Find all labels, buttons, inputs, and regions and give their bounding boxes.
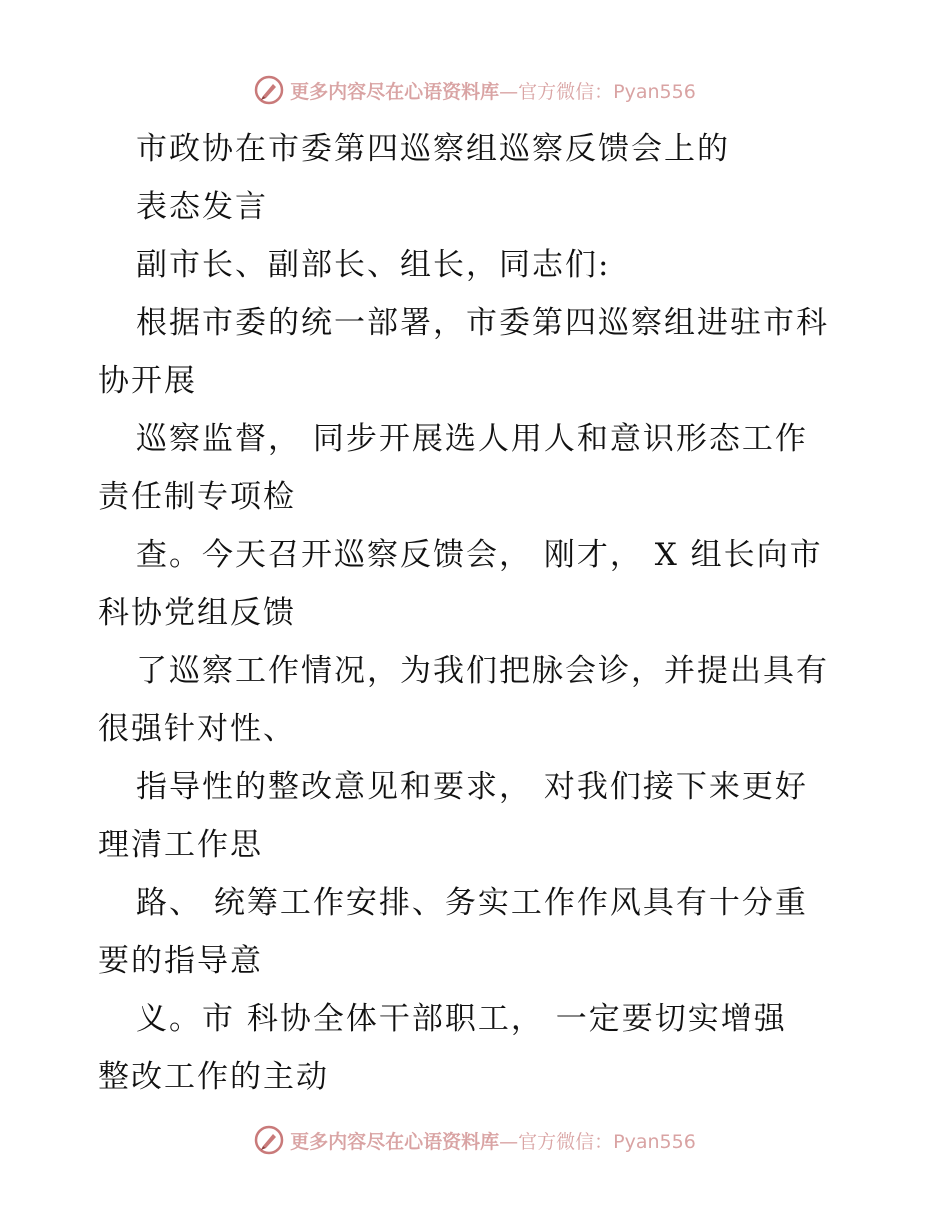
pen-logo-icon bbox=[254, 75, 284, 105]
text-line: 科协党组反馈 bbox=[98, 595, 296, 631]
text-line: 路、 统筹工作安排、务实工作作风具有十分重 bbox=[136, 885, 808, 921]
text-line: 责任制专项检 bbox=[98, 479, 296, 515]
document-body bbox=[98, 120, 858, 1106]
watermark-main-text: 更多内容尽在心语资料库 bbox=[290, 1130, 500, 1153]
text-line: 市政协在市委第四巡察组巡察反馈会上的 bbox=[136, 131, 730, 167]
pen-logo-icon bbox=[254, 1125, 284, 1155]
text-line: 要的指导意 bbox=[98, 943, 263, 979]
footer-watermark bbox=[0, 1120, 950, 1160]
text-line: 巡察监督， 同步开展选人用人和意识形态工作 bbox=[136, 421, 808, 457]
text-line: 协开展 bbox=[98, 363, 197, 399]
text-line: 根据市委的统一部署，市委第四巡察组进驻市科 bbox=[136, 305, 829, 341]
text-line: 副市长、副部长、组长，同志们: bbox=[136, 247, 611, 283]
text-line: 整改工作的主动 bbox=[98, 1059, 329, 1095]
text-line: 义。市 科协全体干部职工， 一定要切实增强 bbox=[136, 1001, 787, 1037]
text-line: 指导性的整改意见和要求， 对我们接下来更好 bbox=[136, 769, 808, 805]
text-line: 查。今天召开巡察反馈会， 刚才， X 组长向市 bbox=[136, 537, 823, 573]
text-line: 表态发言 bbox=[136, 189, 268, 225]
text-line: 了巡察工作情况，为我们把脉会诊，并提出具有 bbox=[136, 653, 829, 689]
watermark-main-text: 更多内容尽在心语资料库 bbox=[290, 80, 500, 103]
header-watermark bbox=[0, 70, 950, 110]
watermark-wechat-text: —官方微信：Pyan556 bbox=[499, 1130, 696, 1153]
watermark-wechat-text: —官方微信：Pyan556 bbox=[499, 80, 696, 103]
text-line: 很强针对性、 bbox=[98, 711, 296, 747]
text-line: 理清工作思 bbox=[98, 827, 263, 863]
